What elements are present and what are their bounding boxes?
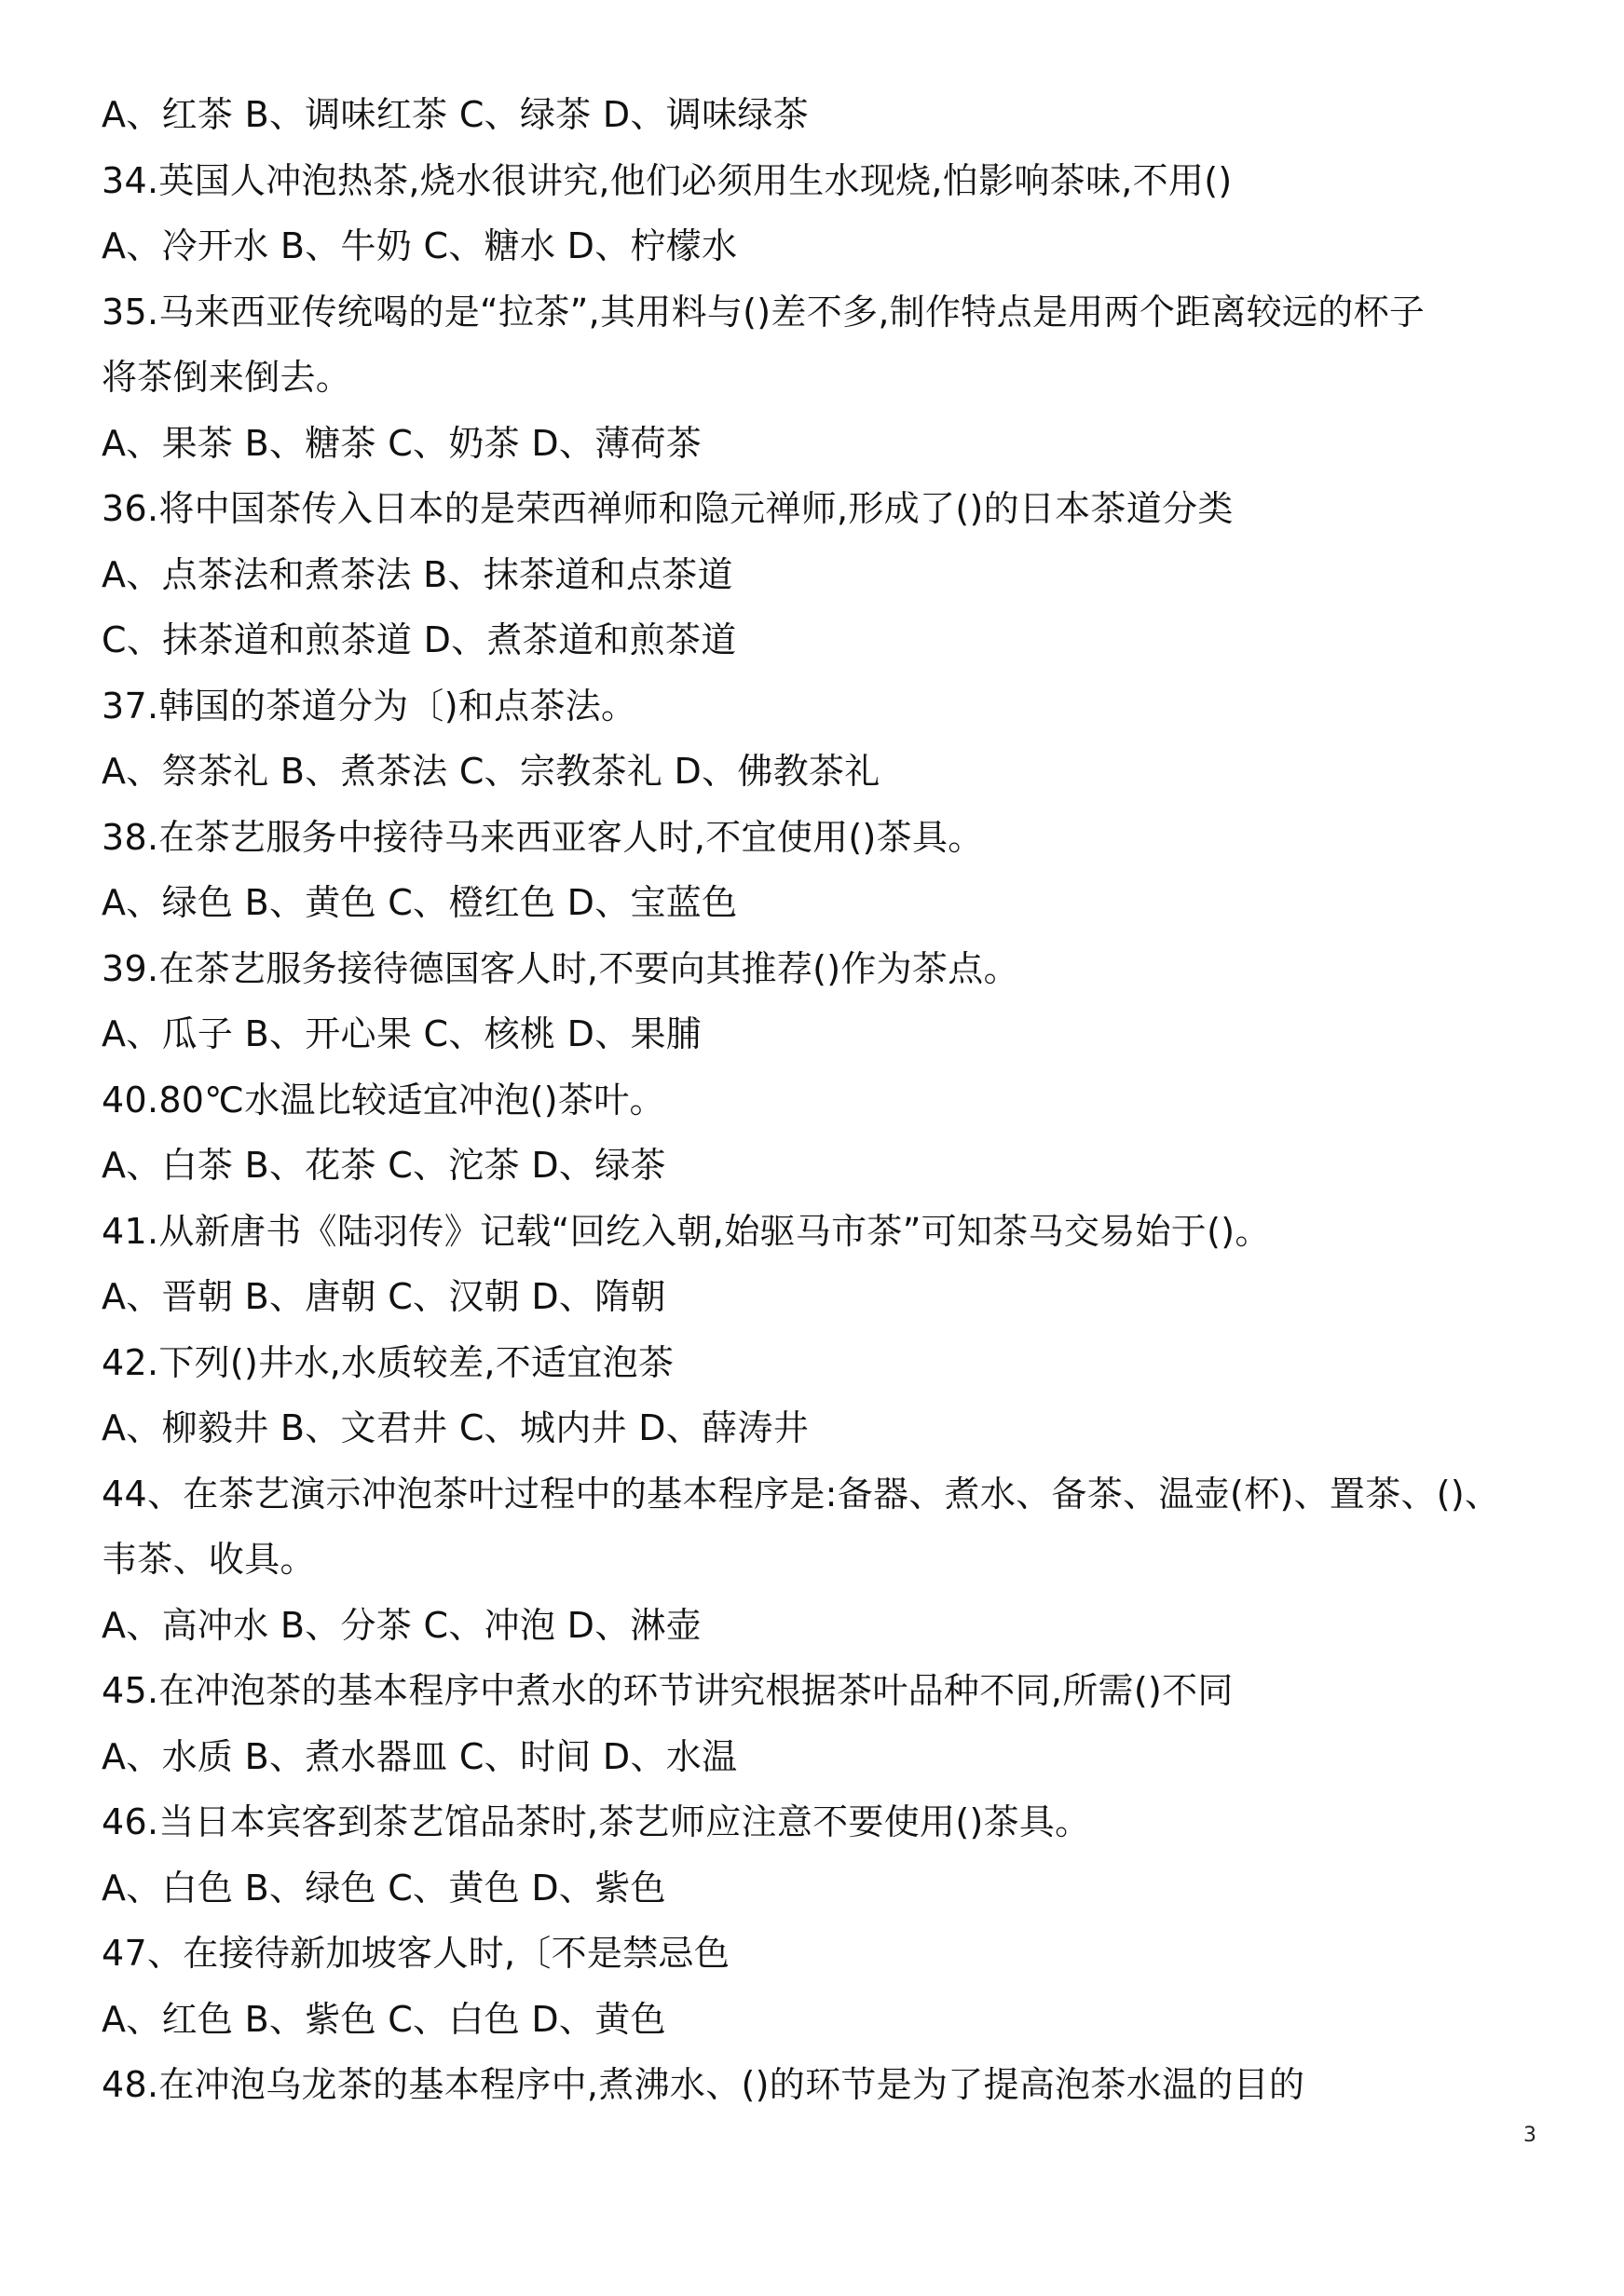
- text-line: 40.80℃水温比较适宜冲泡()茶叶。: [102, 1079, 665, 1121]
- text-line: 38.在茶艺服务中接待马来西亚客人时,不宜使用()茶具。: [102, 816, 984, 858]
- text-line: A、高冲水 B、分茶 C、冲泡 D、淋壶: [102, 1604, 703, 1646]
- text-line: 将茶倒来倒去。: [102, 357, 352, 398]
- text-line: A、瓜子 B、开心果 C、核桃 D、果脯: [102, 1013, 703, 1054]
- text-line: A、果茶 B、糖茶 C、奶茶 D、薄荷茶: [102, 422, 703, 464]
- page-number: 3: [1523, 2124, 1536, 2147]
- question-text-block: [102, 82, 1555, 2118]
- text-line: 45.在冲泡茶的基本程序中煮水的环节讲究根据茶叶品种不同,所需()不同: [102, 1670, 1234, 1711]
- text-line: 41.从新唐书《陆羽传》记载“回纥入朝,始驱马市茶”可知茶马交易始于()。: [102, 1210, 1271, 1252]
- text-line: C、抹茶道和煎茶道 D、煮茶道和煎茶道: [102, 619, 737, 660]
- text-line: A、白色 B、绿色 C、黄色 D、紫色: [102, 1867, 666, 1909]
- text-line: 37.韩国的茶道分为〔)和点茶法。: [102, 685, 637, 727]
- text-line: 42.下列()井水,水质较差,不适宜泡茶: [102, 1341, 675, 1383]
- text-line: A、水质 B、煮水器皿 C、时间 D、水温: [102, 1735, 738, 1777]
- text-line: A、红色 B、紫色 C、白色 D、黄色: [102, 1998, 666, 2040]
- text-line: A、晋朝 B、唐朝 C、汉朝 D、隋朝: [102, 1276, 666, 1317]
- text-line: A、柳毅井 B、文君井 C、城内井 D、薛涛井: [102, 1407, 809, 1448]
- text-line: 35.马来西亚传统喝的是“拉茶”,其用料与()差不多,制作特点是用两个距离较远的杯子: [102, 291, 1426, 333]
- text-line: A、红茶 B、调味红茶 C、绿茶 D、调味绿茶: [102, 94, 809, 135]
- text-line: A、绿色 B、黄色 C、橙红色 D、宝蓝色: [102, 882, 738, 923]
- text-line: A、祭茶礼 B、煮茶法 C、宗教茶礼 D、佛教茶礼: [102, 751, 880, 792]
- text-line: A、点茶法和煮茶法 B、抹茶道和点茶道: [102, 553, 733, 595]
- text-line: 39.在茶艺服务接待德国客人时,不要向其推荐()作为茶点。: [102, 947, 1019, 989]
- text-line: 48.在冲泡乌龙茶的基本程序中,煮沸水、()的环节是为了提高泡茶水温的目的: [102, 2064, 1305, 2105]
- text-line: A、白茶 B、花茶 C、沱茶 D、绿茶: [102, 1145, 666, 1186]
- text-line: 46.当日本宾客到茶艺馆品茶时,茶艺师应注意不要使用()茶具。: [102, 1801, 1091, 1842]
- text-line: 34.英国人冲泡热茶,烧水很讲究,他们必须用生水现烧,怕影响茶味,不用(): [102, 159, 1233, 201]
- text-line: A、冷开水 B、牛奶 C、糖水 D、柠檬水: [102, 225, 738, 266]
- text-line: 36.将中国茶传入日本的是荣西禅师和隐元禅师,形成了()的日本茶道分类: [102, 488, 1234, 529]
- text-line: 44、在茶艺演示冲泡茶叶过程中的基本程序是:备器、煮水、备茶、温壶(杯)、置茶、()、: [102, 1473, 1501, 1515]
- text-line: 韦茶、收具。: [102, 1539, 316, 1580]
- text-line: 47、在接待新加坡客人时,〔不是禁忌色: [102, 1933, 730, 1974]
